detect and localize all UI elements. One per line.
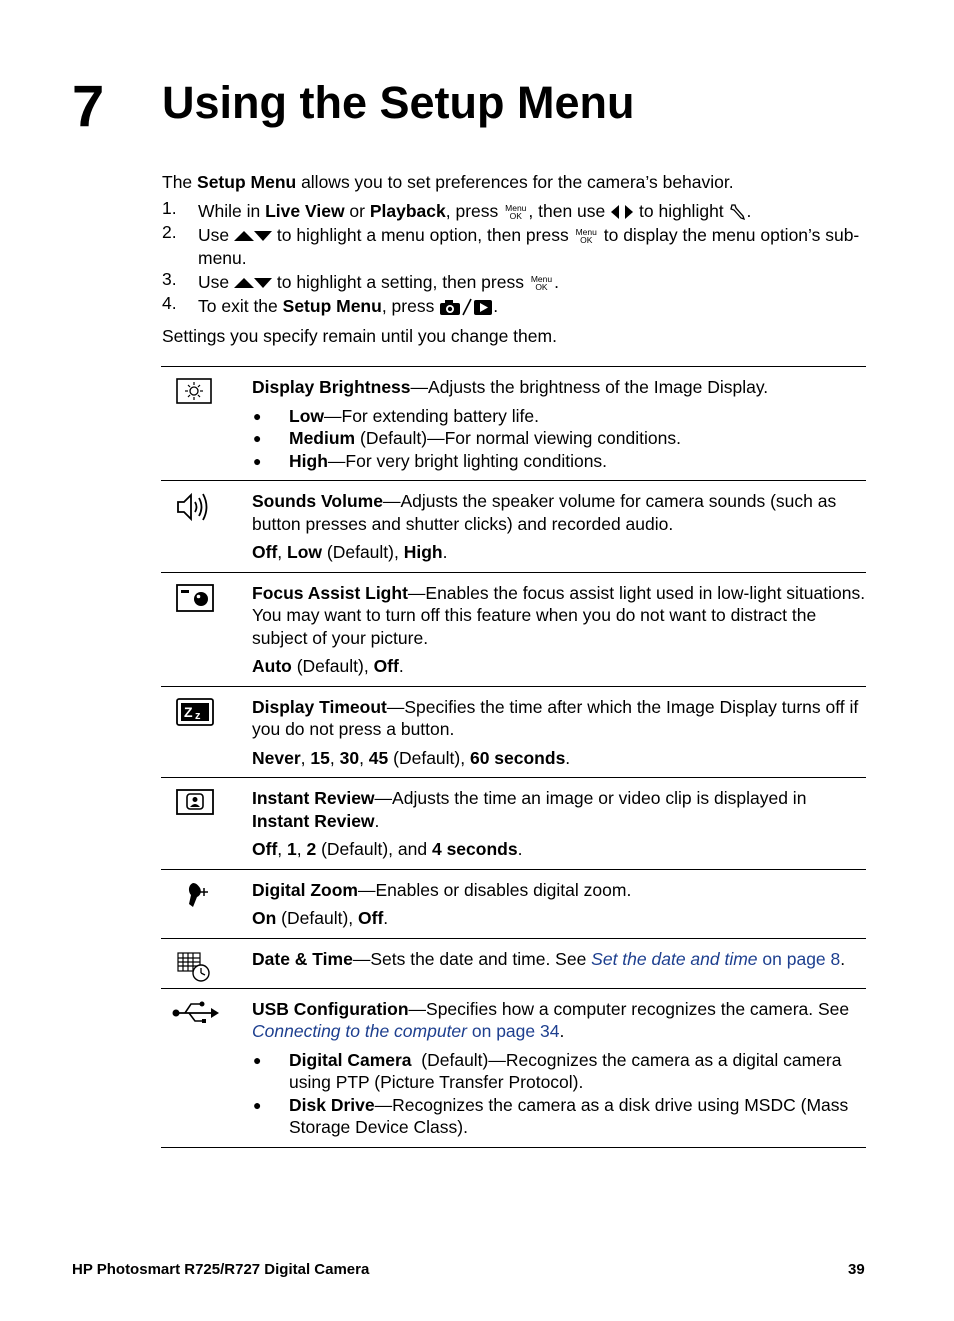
steps-list bbox=[162, 200, 862, 319]
timeout-options: Never, 15, 30, 45 (Default), 60 seconds. bbox=[252, 747, 571, 768]
table-row bbox=[161, 686, 866, 778]
speaker-volume-icon bbox=[175, 491, 211, 523]
menu-ok-button-icon: Menu OK bbox=[505, 203, 527, 222]
set-date-time-link[interactable]: Set the date and time on page 8 bbox=[591, 948, 841, 969]
brightness-options bbox=[252, 405, 866, 473]
list-item: ● Medium (Default)—For normal viewing conditions. bbox=[252, 427, 866, 450]
review-description: Instant Review—Adjusts the time an image or video clip is displayed in Instant Review. bbox=[252, 788, 807, 831]
table-row bbox=[161, 938, 866, 988]
up-down-arrows-icon bbox=[234, 230, 272, 242]
footer-page-number: 39 bbox=[848, 1261, 865, 1278]
zoom-description: Digital Zoom—Enables or disables digital zoom. bbox=[252, 879, 632, 900]
menu-ok-button-icon: Menu OK bbox=[530, 274, 553, 293]
chapter-number: 7 bbox=[72, 74, 105, 139]
connecting-computer-link[interactable]: Connecting to the computer on page 34 bbox=[252, 1021, 560, 1041]
display-brightness-icon bbox=[175, 377, 213, 405]
playback-icon bbox=[473, 299, 493, 316]
chapter-title: Using the Setup Menu bbox=[162, 77, 635, 128]
intro-paragraph: The Setup Menu allows you to set preferences for the camera’s behavior. bbox=[162, 172, 734, 192]
list-item: ● Disk Drive—Recognizes the camera as a disk drive using MSDC (Mass Storage Device Class). bbox=[252, 1094, 866, 1139]
list-item: ● High—For very bright lighting conditions. bbox=[252, 450, 866, 473]
usb-icon bbox=[171, 999, 221, 1027]
review-options: Off, 1, 2 (Default), and 4 seconds. bbox=[252, 839, 523, 859]
timeout-description: Display Timeout—Specifies the time after which the Image Display turns off if you do not press a button. bbox=[252, 696, 859, 739]
table-row bbox=[161, 572, 866, 686]
step-2: 2. Use to highlight a menu option, then press Menu OK to display the menu option’s sub-menu. bbox=[162, 222, 860, 268]
sounds-options: Off, Low (Default), High. bbox=[252, 542, 448, 562]
footer-product-name: HP Photosmart R725/R727 Digital Camera bbox=[72, 1261, 370, 1278]
usb-description: USB Configuration—Specifies how a computer recognizes the camera. See Connecting to the computer on page 34. bbox=[252, 998, 850, 1041]
svg-text:Z: Z bbox=[184, 703, 193, 720]
instant-review-icon bbox=[175, 788, 215, 816]
svg-text:z: z bbox=[195, 709, 201, 722]
menu-ok-button-icon: Menu OK bbox=[575, 227, 597, 246]
up-down-arrows-icon bbox=[234, 277, 272, 289]
step-1: 1. While in Live View or Playback, press Menu OK , then use to highlight . bbox=[162, 198, 752, 222]
datetime-description: Date & Time—Sets the date and time. See Set the date and time on page 8. bbox=[252, 948, 846, 969]
camera-icon bbox=[439, 299, 461, 316]
focus-options: Auto (Default), Off. bbox=[252, 656, 404, 676]
left-right-arrows-icon bbox=[610, 204, 634, 220]
sounds-description: Sounds Volume—Adjusts the speaker volume for camera sounds (such as button presses and shutter clicks) and recorded audio. bbox=[252, 491, 837, 534]
date-time-icon bbox=[175, 949, 213, 983]
list-item: ● Low—For extending battery life. bbox=[252, 405, 866, 428]
usb-options bbox=[252, 1049, 866, 1139]
display-timeout-icon bbox=[175, 697, 215, 727]
brightness-description: Display Brightness—Adjusts the brightness of the Image Display. bbox=[252, 377, 769, 397]
slash-separator bbox=[461, 298, 473, 316]
table-row bbox=[161, 869, 866, 938]
setup-wrench-icon bbox=[729, 203, 747, 221]
table-row bbox=[161, 367, 866, 481]
table-row bbox=[161, 778, 866, 870]
digital-zoom-icon bbox=[183, 880, 219, 912]
table-row bbox=[161, 481, 866, 573]
step-4: 4. To exit the Setup Menu, press . bbox=[162, 293, 499, 316]
setup-menu-table bbox=[161, 366, 866, 1148]
list-item: ● Digital Camera (Default)—Recognizes the camera as a digital camera using PTP (Picture Transfer Protocol). bbox=[252, 1049, 866, 1094]
closing-paragraph: Settings you specify remain until you change them. bbox=[162, 326, 557, 346]
table-row bbox=[161, 988, 866, 1147]
focus-assist-light-icon bbox=[175, 583, 215, 613]
focus-description: Focus Assist Light—Enables the focus assist light used in low-light situations. You may want to turn off this feature when you do not want to distract the subject of your picture. bbox=[252, 582, 866, 648]
step-3: 3. Use to highlight a setting, then press Menu OK . bbox=[162, 269, 559, 293]
zoom-options: On (Default), Off. bbox=[252, 908, 389, 928]
